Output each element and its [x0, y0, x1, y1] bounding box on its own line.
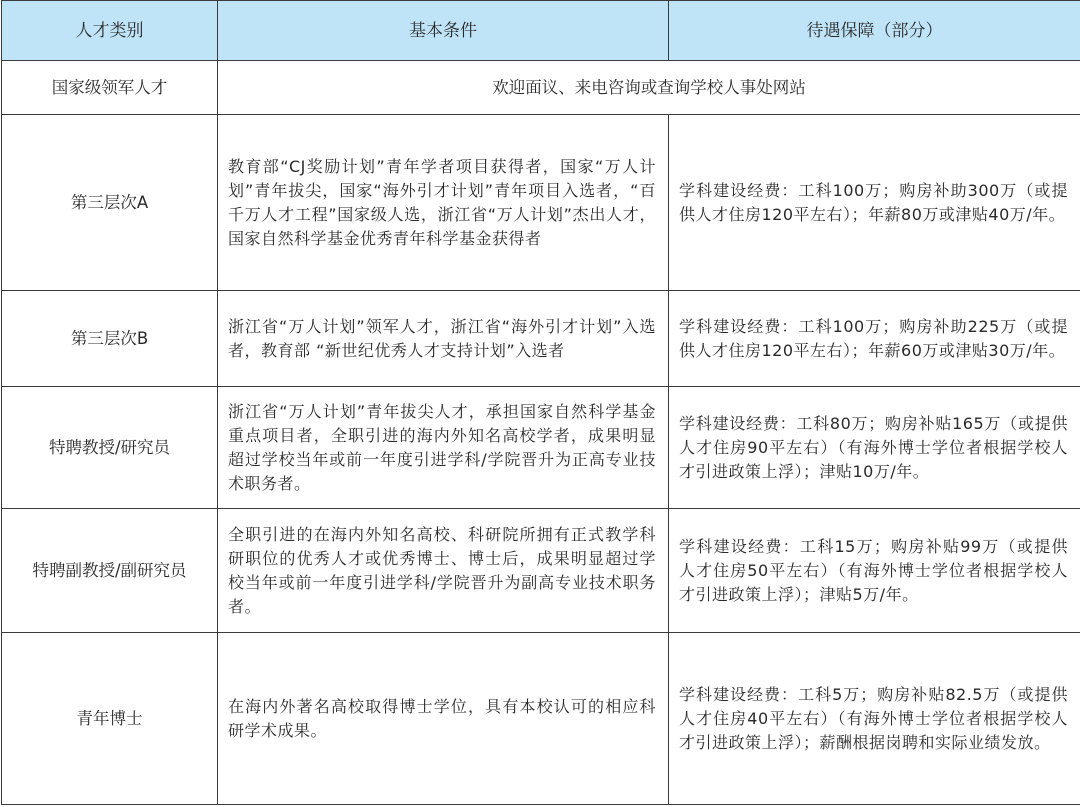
header-category: 人才类别	[2, 1, 218, 61]
header-benefits: 待遇保障（部分）	[669, 1, 1080, 61]
conditions-cell: 浙江省“万人计划”领军人才，浙江省“海外引才计划”入选者，教育部 “新世纪优秀人才支持计划”入选者	[218, 291, 669, 387]
category-cell: 特聘副教授/副研究员	[2, 509, 218, 633]
merged-info-cell: 欢迎面议、来电咨询或查询学校人事处网站	[218, 61, 1080, 115]
benefits-cell: 学科建设经费：工科5万；购房补贴82.5万（或提供人才住房40平左右）（有海外博士学位者根据学校人才引进政策上浮）；薪酬根据岗聘和实际业绩发放。	[669, 633, 1080, 805]
benefits-cell: 学科建设经费：工科100万；购房补助300万（或提供人才住房120平左右）；年薪80万或津贴40万/年。	[669, 115, 1080, 291]
benefits-cell: 学科建设经费：工科100万；购房补助225万（或提供人才住房120平左右）；年薪60万或津贴30万/年。	[669, 291, 1080, 387]
table-row	[2, 291, 1080, 387]
conditions-cell: 全职引进的在海内外知名高校、科研院所拥有正式教学科研职位的优秀人才或优秀博士、博士后，成果明显超过学校当年或前一年度引进学科/学院晋升为副高专业技术职务者。	[218, 509, 669, 633]
category-cell: 国家级领军人才	[2, 61, 218, 115]
header-row	[2, 1, 1080, 61]
category-cell: 特聘教授/研究员	[2, 387, 218, 509]
conditions-cell: 浙江省“万人计划”青年拔尖人才，承担国家自然科学基金重点项目者，全职引进的海内外知名高校学者，成果明显超过学校当年或前一年度引进学科/学院晋升为正高专业技术职务者。	[218, 387, 669, 509]
header-conditions: 基本条件	[218, 1, 669, 61]
category-cell: 青年博士	[2, 633, 218, 805]
benefits-cell: 学科建设经费：工科15万；购房补贴99万（或提供人才住房50平左右）（有海外博士学位者根据学校人才引进政策上浮）；津贴5万/年。	[669, 509, 1080, 633]
category-cell: 第三层次A	[2, 115, 218, 291]
talent-table	[1, 0, 1080, 805]
category-cell: 第三层次B	[2, 291, 218, 387]
benefits-cell: 学科建设经费：工科80万；购房补贴165万（或提供人才住房90平左右）（有海外博士学位者根据学校人才引进政策上浮）；津贴10万/年。	[669, 387, 1080, 509]
conditions-cell: 教育部“CJ奖励计划”青年学者项目获得者，国家“万人计划”青年拔尖，国家“海外引才计划”青年项目入选者，“百千万人才工程”国家级人选，浙江省“万人计划”杰出人才，国家自然科学基金优秀青年科学基金获得者	[218, 115, 669, 291]
table-row	[2, 61, 1080, 115]
table-row	[2, 387, 1080, 509]
conditions-cell: 在海内外著名高校取得博士学位，具有本校认可的相应科研学术成果。	[218, 633, 669, 805]
table-row	[2, 633, 1080, 805]
table-row	[2, 115, 1080, 291]
table-row	[2, 509, 1080, 633]
